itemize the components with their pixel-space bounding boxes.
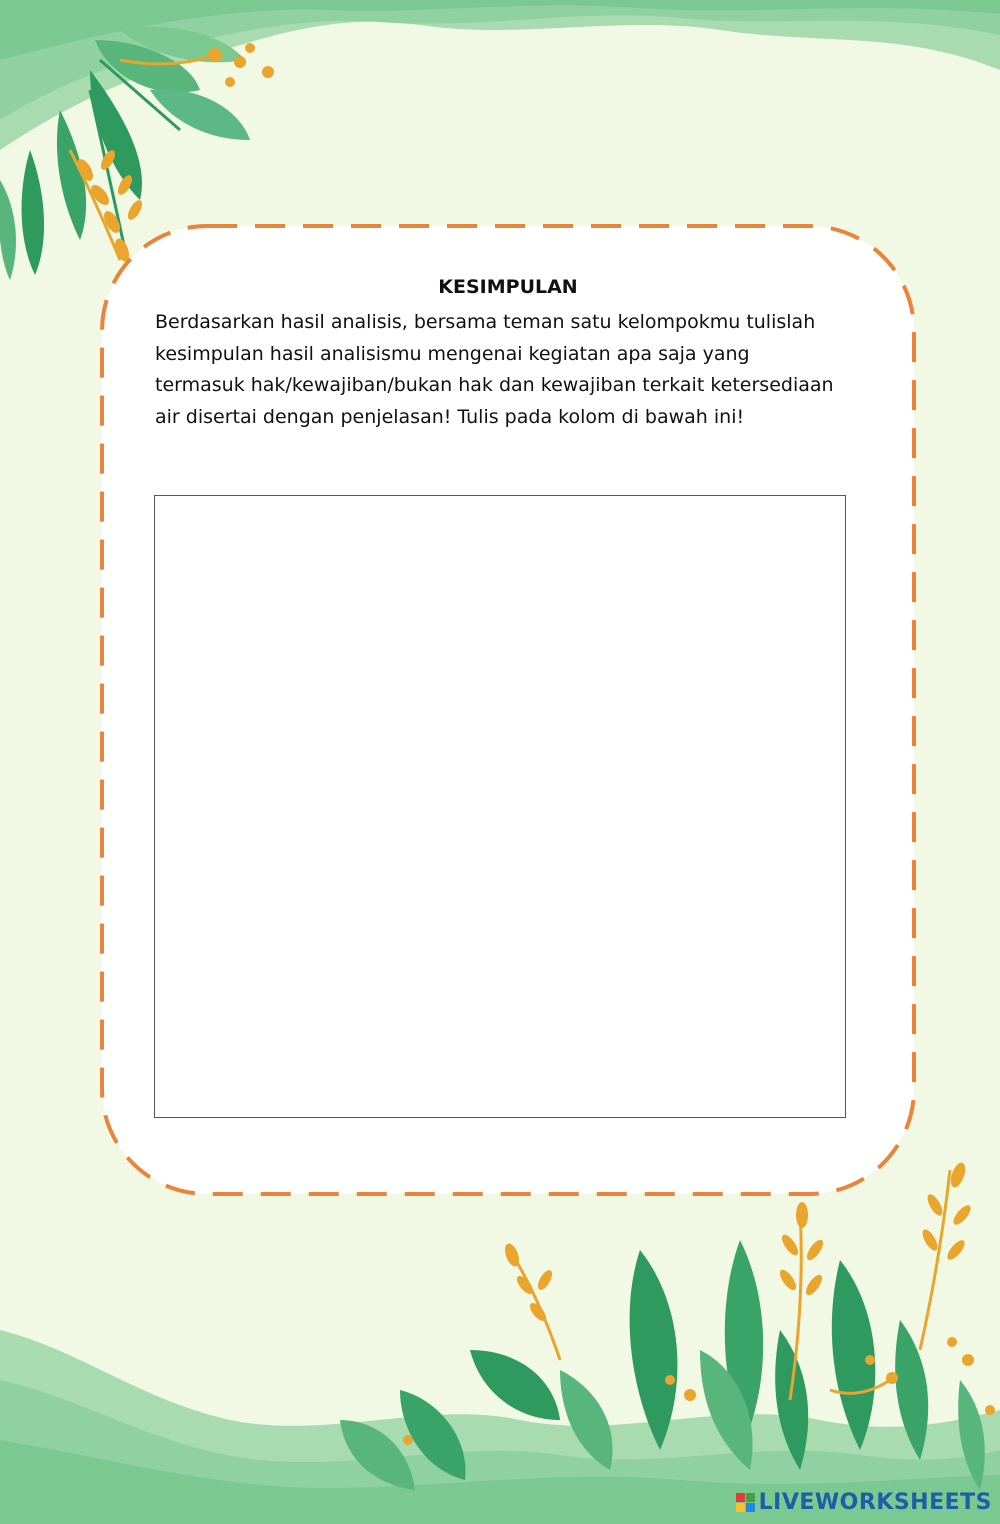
answer-textbox[interactable] [154, 495, 846, 1118]
liveworksheets-logo-icon [736, 1493, 755, 1512]
worksheet-instruction: Berdasarkan hasil analisis, bersama teman satu kelompokmu tulislah kesimpulan hasil analisismu mengenai kegiatan apa saja yang termasuk hak/kewajiban/bukan hak dan kewajiban terkait ketersediaan air disertai dengan penjelasan! Tulis pada kolom di bawah ini! [155, 311, 834, 428]
liveworksheets-logo [736, 1484, 992, 1520]
worksheet-title: KESIMPULAN [438, 276, 578, 298]
brand-name: LIVEWORKSHEETS [758, 1489, 992, 1515]
